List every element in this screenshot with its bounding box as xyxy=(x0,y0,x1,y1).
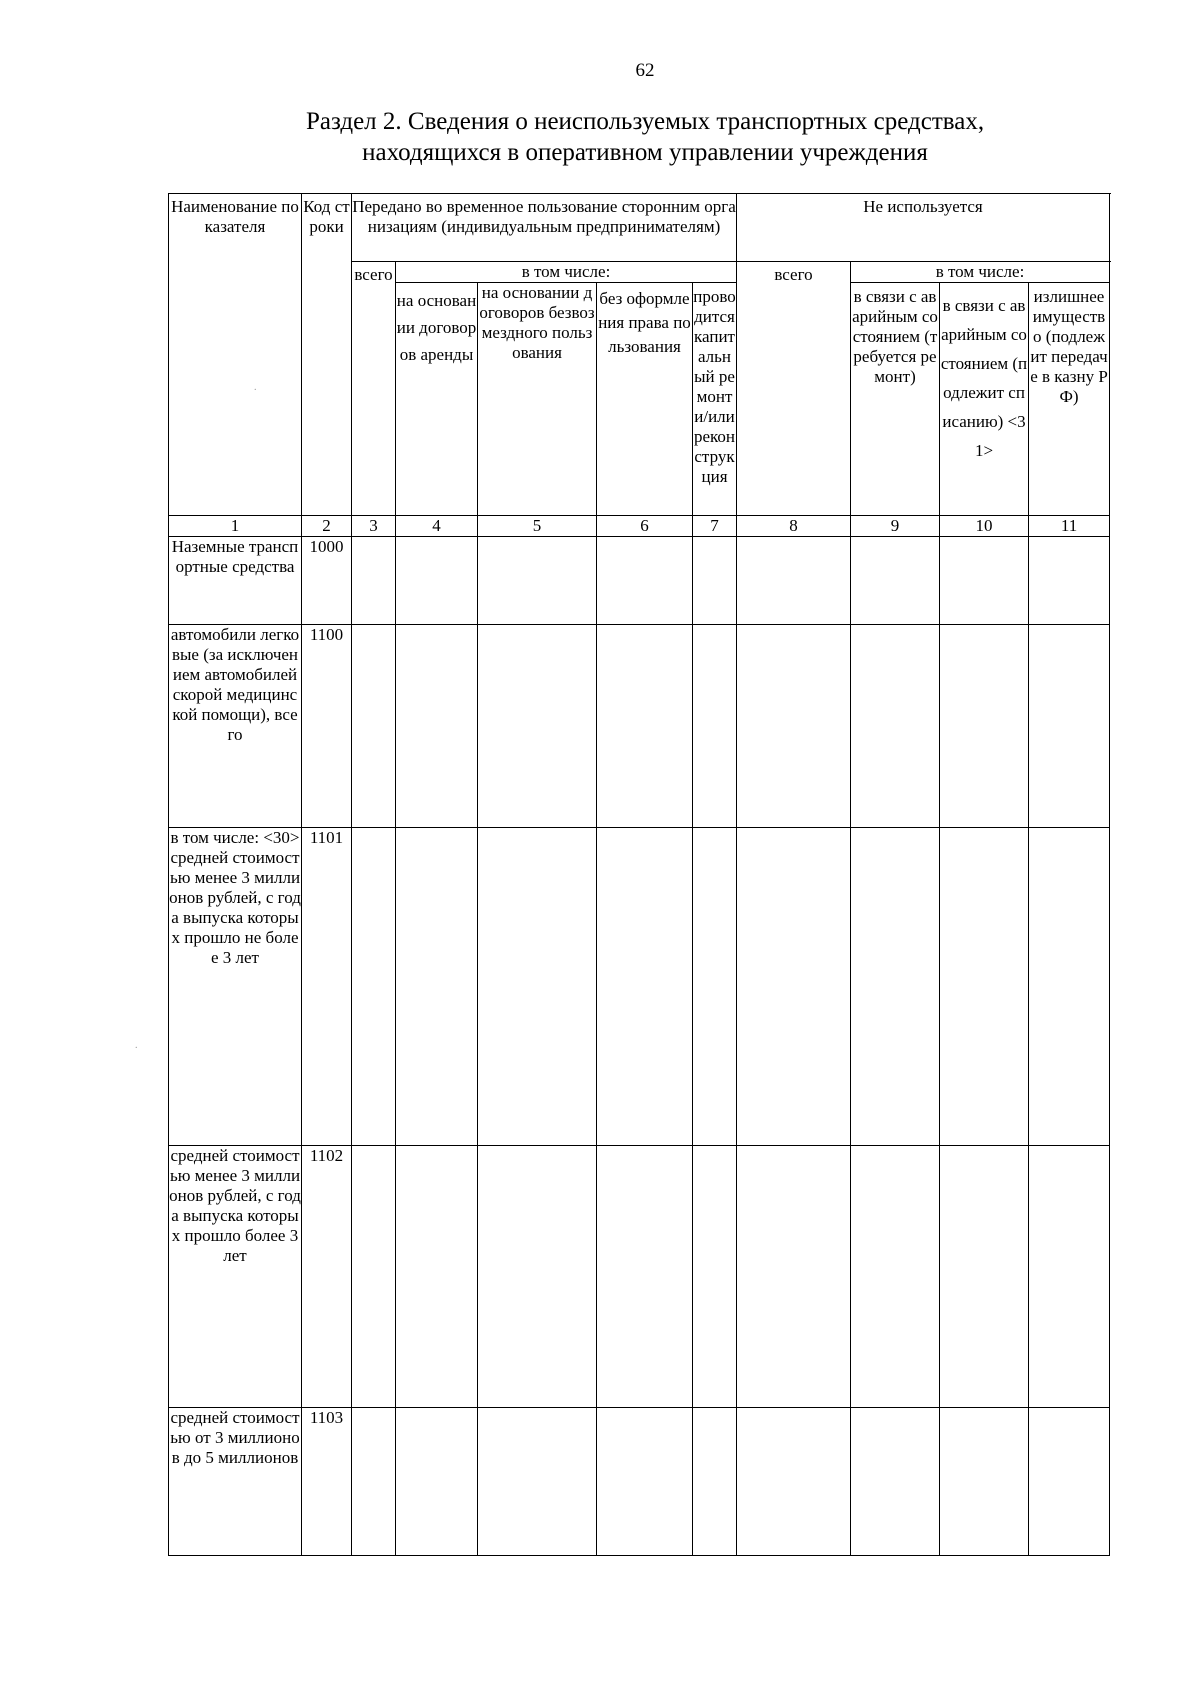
col-number: 7 xyxy=(693,516,737,537)
header-no-docs: без оформления права пользования xyxy=(597,283,693,516)
table-row xyxy=(169,828,1110,1146)
col-number: 11 xyxy=(1029,516,1110,537)
header-free-use: на основании договоров безвозмездного пользования xyxy=(478,283,597,516)
data-cell[interactable] xyxy=(478,1146,597,1408)
data-cell[interactable] xyxy=(597,625,693,828)
section-title-line-2: находящихся в оперативном управлении учреждения xyxy=(362,139,928,166)
col-number: 4 xyxy=(396,516,478,537)
data-cell[interactable] xyxy=(478,537,597,625)
header-transferred-total: всего xyxy=(352,262,396,516)
data-cell[interactable] xyxy=(1029,828,1110,1146)
data-cell[interactable] xyxy=(737,1146,851,1408)
header-surplus: излишнее имущество (подлежит передаче в казну РФ) xyxy=(1029,283,1110,516)
data-cell[interactable] xyxy=(396,828,478,1146)
data-cell[interactable] xyxy=(396,625,478,828)
data-cell[interactable] xyxy=(352,537,396,625)
row-code: 1100 xyxy=(302,625,352,828)
row-name: средней стоимостью от 3 миллионов до 5 миллионов xyxy=(169,1408,302,1556)
table-row xyxy=(169,1146,1110,1408)
section-title-line-1: Раздел 2. Сведения о неиспользуемых транспортных средствах, xyxy=(305,108,985,135)
col-number: 10 xyxy=(940,516,1029,537)
row-code: 1101 xyxy=(302,828,352,1146)
row-name: Наземные транспортные средства xyxy=(169,537,302,625)
header-name: Наименование показателя xyxy=(169,194,302,516)
data-cell[interactable] xyxy=(597,1146,693,1408)
data-cell[interactable] xyxy=(1029,537,1110,625)
data-cell[interactable] xyxy=(851,625,940,828)
col-number: 2 xyxy=(302,516,352,537)
data-cell[interactable] xyxy=(352,1408,396,1556)
data-cell[interactable] xyxy=(851,828,940,1146)
data-cell[interactable] xyxy=(478,1408,597,1556)
table-row xyxy=(169,537,1110,625)
data-cell[interactable] xyxy=(693,1408,737,1556)
row-name: в том числе: <30> средней стоимостью менее 3 миллионов рублей, с года выпуска которых прошло не более 3 лет xyxy=(169,828,302,1146)
data-cell[interactable] xyxy=(1029,1146,1110,1408)
header-unused-total: всего xyxy=(737,262,851,516)
data-cell[interactable] xyxy=(693,1146,737,1408)
row-name: автомобили легковые (за исключением автомобилей скорой медицинской помощи), всего xyxy=(169,625,302,828)
header-repair: проводится капитальный ремонт и/или реконструкция xyxy=(693,283,737,516)
col-number: 9 xyxy=(851,516,940,537)
data-cell[interactable] xyxy=(693,537,737,625)
data-cell[interactable] xyxy=(352,625,396,828)
data-cell[interactable] xyxy=(396,537,478,625)
data-cell[interactable] xyxy=(597,1408,693,1556)
data-cell[interactable] xyxy=(851,1408,940,1556)
data-cell[interactable] xyxy=(478,625,597,828)
data-cell[interactable] xyxy=(693,625,737,828)
table-row xyxy=(169,625,1110,828)
data-cell[interactable] xyxy=(737,1408,851,1556)
data-cell[interactable] xyxy=(597,537,693,625)
data-cell[interactable] xyxy=(940,828,1029,1146)
scan-speck: . xyxy=(135,1040,138,1051)
data-cell[interactable] xyxy=(940,625,1029,828)
header-unused-incl: в том числе: xyxy=(851,262,1110,283)
col-number: 5 xyxy=(478,516,597,537)
data-cell[interactable] xyxy=(478,828,597,1146)
table-row xyxy=(169,1408,1110,1556)
header-emergency-writeoff: в связи с аварийным состоянием (подлежит списанию) <31> xyxy=(940,283,1029,516)
data-cell[interactable] xyxy=(1029,625,1110,828)
row-code: 1000 xyxy=(302,537,352,625)
data-cell[interactable] xyxy=(597,828,693,1146)
section-title xyxy=(0,106,1200,168)
data-cell[interactable] xyxy=(396,1146,478,1408)
data-cell[interactable] xyxy=(851,1146,940,1408)
col-number: 6 xyxy=(597,516,693,537)
data-cell[interactable] xyxy=(737,537,851,625)
data-cell[interactable] xyxy=(737,625,851,828)
data-cell[interactable] xyxy=(940,537,1029,625)
data-cell[interactable] xyxy=(737,828,851,1146)
header-unused-group: Не используется xyxy=(737,194,1110,262)
row-name: средней стоимостью менее 3 миллионов рублей, с года выпуска которых прошло более 3 лет xyxy=(169,1146,302,1408)
header-transferred-incl: в том числе: xyxy=(396,262,737,283)
data-cell[interactable] xyxy=(693,828,737,1146)
col-number: 3 xyxy=(352,516,396,537)
report-table xyxy=(168,193,1110,1556)
page-number: 62 xyxy=(635,60,655,81)
data-cell[interactable] xyxy=(352,1146,396,1408)
data-cell[interactable] xyxy=(940,1146,1029,1408)
scan-speck: . xyxy=(254,382,257,393)
header-transferred-group: Передано во временное пользование сторонним организациям (индивидуальным предпринимателям) xyxy=(352,194,737,262)
header-code: Код строки xyxy=(302,194,352,516)
col-number: 8 xyxy=(737,516,851,537)
row-code: 1103 xyxy=(302,1408,352,1556)
header-emergency-repair: в связи с аварийным состоянием (требуется ремонт) xyxy=(851,283,940,516)
data-cell[interactable] xyxy=(352,828,396,1146)
row-code: 1102 xyxy=(302,1146,352,1408)
data-cell[interactable] xyxy=(851,537,940,625)
data-cell[interactable] xyxy=(396,1408,478,1556)
header-lease: на основании договоров аренды xyxy=(396,283,478,516)
data-cell[interactable] xyxy=(1029,1408,1110,1556)
col-number: 1 xyxy=(169,516,302,537)
data-cell[interactable] xyxy=(940,1408,1029,1556)
